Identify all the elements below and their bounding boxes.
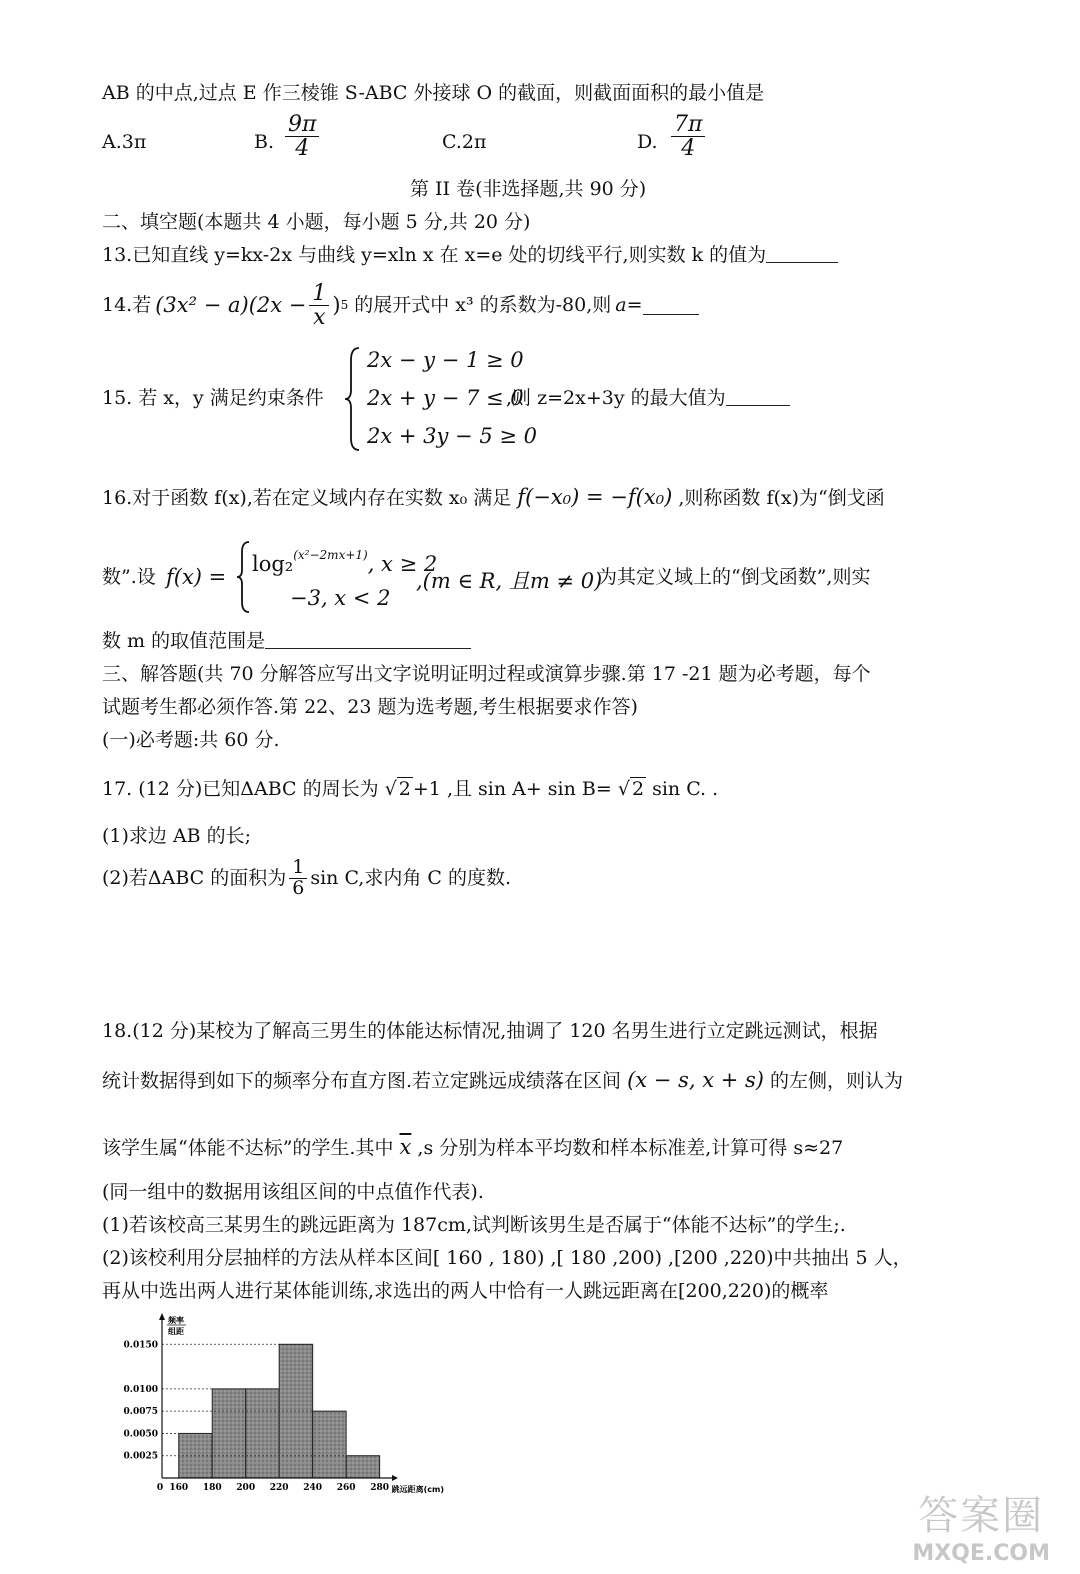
q12-option-d-den: 4: [681, 136, 696, 162]
q16-line1-b: ,则称函数 f(x)为“倒戈函: [678, 487, 885, 509]
x-axis-arrow: [392, 1475, 398, 1481]
x-axis-label: 跳远距离(cm): [391, 1485, 445, 1494]
q14-frac-den: x: [313, 305, 326, 331]
q16-case1: [252, 548, 437, 576]
histogram-bar: [313, 1411, 346, 1478]
q17-fraction: [289, 858, 307, 899]
histogram-bar: [246, 1389, 279, 1478]
q17-stem-a: 17. (12 分)已知ΔABC 的周长为: [102, 778, 379, 800]
q15-brace: [343, 346, 363, 452]
q12-option-a: A.3π: [102, 131, 147, 153]
q17-stem-b: +1 ,且 sin A+ sin B=: [412, 778, 612, 800]
q16-brace: [235, 540, 253, 614]
q16-line1: [102, 485, 885, 510]
q16-fx: f(x) =: [166, 565, 227, 589]
y-tick-label: 0.0075: [123, 1407, 158, 1418]
q17-frac-num: 1: [289, 858, 307, 879]
q17-part2: [102, 858, 511, 899]
q18-line1: 18.(12 分)某校为了解高三男生的体能达标情况,抽调了 120 名男生进行立定跳远测试，根据: [102, 1020, 878, 1042]
q18-part1: (1)若该校高三某男生的跳远距离为 187cm,试判断该男生是否属于“体能不达标”的学生;.: [102, 1214, 846, 1236]
q16-line1-a: 16.对于函数 f(x),若在定义域内存在实数 x₀ 满足: [102, 487, 512, 509]
x-tick-label: 220: [269, 1483, 289, 1493]
q14: 14.若 (3x² − a)(2x − $\frac{1}{x}$ ) 5 的展开式中 x³ 的系数为-80,则 a =: [102, 282, 699, 329]
section3-line2: 试题考生都必须作答.第 22、23 题为选考题,考生根据要求作答): [102, 696, 638, 718]
q17-part2-b: sin C,求内角 C 的度数.: [310, 867, 512, 890]
q15-suffix-wrap: [506, 387, 790, 410]
q14-fraction: [309, 282, 329, 329]
q13-text: 13.已知直线 y=kx-2x 与曲线 y=xln x 在 x=e 处的切线平行,则实数 k 的值为: [102, 244, 767, 266]
q16-parameter-condition: ,(m ∈ R, 且m ≠ 0): [416, 569, 603, 593]
q18-line2-b: 的左侧，则认为: [770, 1070, 904, 1092]
q16-line2-b: 为其定义域上的“倒戈函数”,则实: [598, 566, 871, 588]
y-tick-label: 0.0150: [123, 1340, 158, 1351]
q16-log-argument: (x²−2mx+1): [293, 548, 368, 562]
q15-constraint-2: 2x + y − 7 ≤ 0: [367, 386, 524, 410]
q18-line4: (同一组中的数据用该组区间的中点值作代表).: [102, 1181, 484, 1203]
y-axis-arrow: [159, 1313, 165, 1320]
q14-prefix: 14.若: [102, 294, 152, 317]
q16-answer-blank: [265, 630, 471, 649]
watermark-text: 答案圈: [918, 1493, 1045, 1539]
x-tick-label: 280: [370, 1483, 390, 1493]
q17-sqrt-1: √ 2: [384, 778, 411, 800]
q18-line3-a: 该学生属“体能不达标”的学生.其中: [102, 1137, 394, 1159]
frequency-histogram: [110, 1312, 445, 1502]
q16-line3-text: 数 m 的取值范围是: [102, 630, 266, 652]
q14-equals: =: [626, 294, 643, 317]
q18-line3-b: ,s 分别为样本平均数和样本标准差,计算可得 s≈27: [417, 1137, 844, 1159]
watermark-logo: [912, 1484, 1050, 1566]
part2-title: 第 II 卷(非选择题,共 90 分): [410, 178, 647, 200]
q17-frac-den: 6: [292, 876, 305, 899]
q13-answer-blank: [766, 244, 838, 263]
x-tick-label: 180: [202, 1483, 222, 1493]
q18-xbar: $\overline{x}$: [399, 1135, 412, 1159]
q17-part1: (1)求边 AB 的长;: [102, 825, 252, 847]
q12-stem-tail: AB 的中点,过点 E 作三棱锥 S-ABC 外接球 O 的截面，则截面面积的最小值是: [102, 82, 765, 104]
q16-line3: [102, 630, 471, 653]
q12-option-b-label: B.: [254, 131, 275, 153]
q15-suffix: ,则 z=2x+3y 的最大值为: [506, 387, 726, 409]
q16-case2: −3, x < 2: [290, 586, 391, 610]
section3-line1: 三、解答题(共 70 分解答应写出文字说明证明过程或演算步骤.第 17 -21 题为必考题，每个: [102, 663, 871, 685]
q17-sqrt-2-radicand: 2: [631, 778, 645, 800]
q12-option-b-den: 4: [295, 136, 310, 162]
q17-sqrt-2: √ 2: [617, 778, 645, 800]
x-tick-label: 200: [236, 1483, 256, 1493]
q18-part2-line2: 再从中选出两人进行某体能训练,求选出的两人中恰有一人跳远距离在[200,220)的概率: [102, 1280, 829, 1302]
y-tick-label: 0.0050: [123, 1429, 158, 1440]
x-tick-label: 260: [336, 1483, 356, 1493]
q17-part2-a: (2)若ΔABC 的面积为: [102, 867, 287, 890]
q15-constraint-1: 2x − y − 1 ≥ 0: [367, 348, 524, 372]
histogram-bar: [212, 1389, 245, 1478]
q12-option-d-num: 7π: [671, 113, 705, 137]
q14-variable: a: [615, 294, 627, 317]
watermark-url: MXQE.COM: [912, 1541, 1050, 1566]
x-tick-label: 160: [169, 1483, 189, 1493]
q17-stem-c: sin C. .: [652, 778, 719, 800]
q18-line3: [102, 1135, 843, 1160]
q16-case1-condition: , x ≥ 2: [367, 552, 438, 576]
q14-suffix: 的展开式中 x³ 的系数为-80,则: [354, 294, 612, 317]
y-tick-label: 0.0025: [123, 1451, 158, 1462]
q12-option-b-fraction: [285, 113, 319, 160]
q16-log: log₂: [252, 552, 294, 576]
q12-option-d-fraction: [671, 113, 705, 160]
q12-option-c: C.2π: [442, 131, 487, 153]
section2-header: 二、填空题(本题共 4 小题，每小题 5 分,共 20 分): [102, 211, 531, 233]
q12-option-b-num: 9π: [285, 113, 319, 137]
q17-stem: [102, 778, 718, 801]
q14-exponent: 5: [340, 298, 349, 313]
y-tick-label: 0.0100: [123, 1384, 158, 1395]
x-tick-label: 240: [303, 1483, 323, 1493]
section3-line3: (一)必考题:共 60 分.: [102, 729, 280, 751]
q15-prefix: 15. 若 x，y 满足约束条件: [102, 387, 324, 409]
q14-answer-blank: [643, 296, 699, 315]
origin-label: 0: [156, 1483, 164, 1493]
q17-sqrt-1-radicand: 2: [398, 778, 411, 800]
q15-constraint-3: 2x + 3y − 5 ≥ 0: [367, 424, 537, 448]
histogram-bar: [346, 1456, 379, 1478]
q14-frac-num: 1: [309, 282, 329, 306]
q16-line2-a: 数”.设: [102, 566, 156, 588]
q16-condition: f(−x₀) = −f(x₀): [517, 485, 673, 509]
q18-part2-line1: (2)该校利用分层抽样的方法从样本区间[ 160 , 180) ,[ 180 ,200) ,[200 ,220)中共抽出 5 人，: [102, 1247, 912, 1269]
q13: [102, 244, 838, 267]
q18-line2-a: 统计数据得到如下的频率分布直方图.若立定跳远成绩落在区间: [102, 1070, 622, 1092]
y-axis-label-bottom: 组距: [168, 1327, 184, 1336]
q12-option-d-label: D.: [637, 131, 658, 153]
q18-line2: [102, 1068, 903, 1093]
y-axis-label-top: 频率: [168, 1316, 184, 1325]
q15-answer-blank: [726, 387, 790, 406]
q18-interval: (x − s, x + s): [627, 1068, 764, 1092]
q14-expression: (3x² − a)(2x −: [155, 293, 307, 317]
